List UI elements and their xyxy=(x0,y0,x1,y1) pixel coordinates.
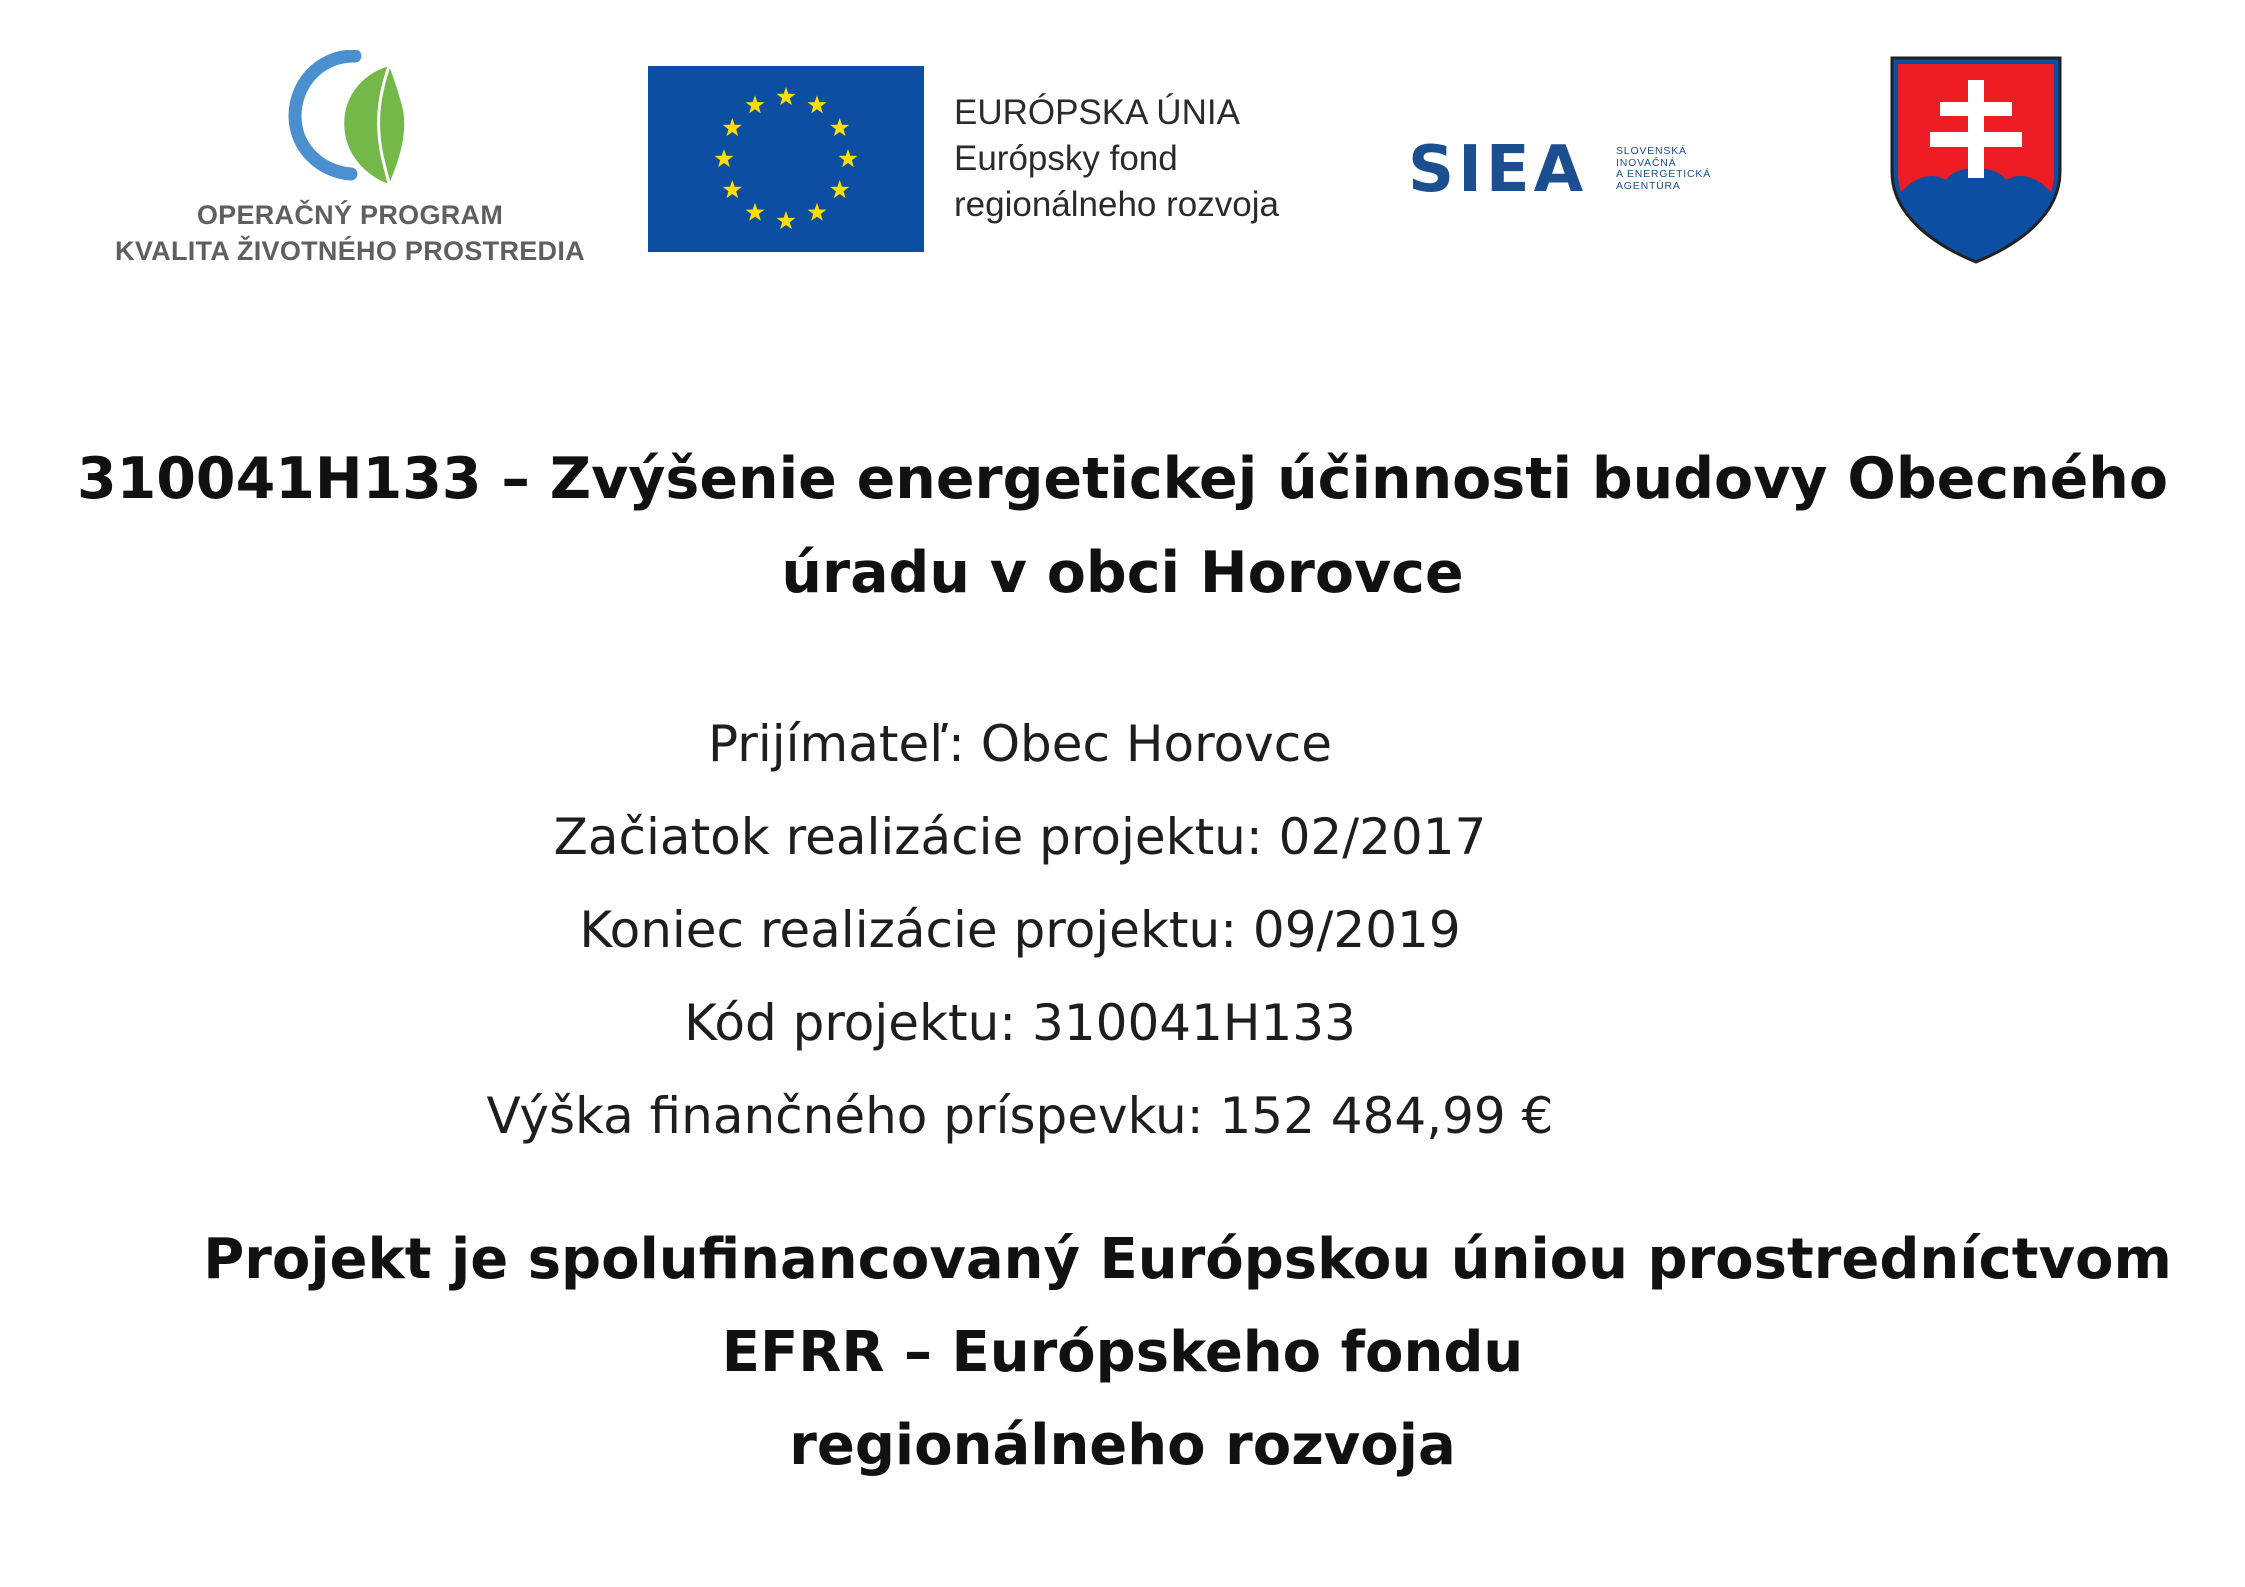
title-line1: 310041H133 – Zvýšenie energetickej účinnosti budovy Obecného xyxy=(76,446,2169,512)
eu-flag-icon xyxy=(648,66,924,252)
opkzp-logo xyxy=(95,50,605,280)
siea-sub4: AGENTÚRA xyxy=(1616,179,1681,192)
siea-wordmark: SIEA xyxy=(1408,133,1588,207)
project-title xyxy=(0,432,2245,620)
siea-sub1: SLOVENSKÁ xyxy=(1616,145,1687,157)
siea-logo xyxy=(1408,133,1738,207)
end-date-text: Koniec realizácie projektu: 09/2019 xyxy=(579,901,1461,959)
title-line2: úradu v obci Horovce xyxy=(781,540,1464,606)
eu-logo xyxy=(648,66,1328,254)
footer-line3: regionálneho rozvoja xyxy=(789,1413,1456,1478)
start-date-text: Začiatok realizácie projektu: 02/2017 xyxy=(553,808,1487,866)
siea-sub3: A ENERGETICKÁ xyxy=(1616,168,1712,180)
eu-text xyxy=(954,90,1279,228)
eu-line1: EURÓPSKA ÚNIA xyxy=(954,93,1240,132)
contribution-amount-text: Výška finančného príspevku: 152 484,99 € xyxy=(486,1087,1554,1145)
slovak-coat-of-arms-icon xyxy=(1888,54,2064,266)
siea-subtitle xyxy=(1616,146,1711,192)
recipient-text: Prijímateľ: Obec Horovce xyxy=(707,715,1333,773)
eu-line2: Európsky fond xyxy=(954,139,1178,178)
logo-row xyxy=(0,0,2245,300)
opkzp-leaf-icon xyxy=(285,50,415,190)
opkzp-line2: KVALITA ŽIVOTNÉHO PROSTREDIA xyxy=(115,236,585,266)
eu-line3: regionálneho rozvoja xyxy=(954,185,1279,224)
footer-line1: Projekt je spolufinancovaný Európskou úniou prostredníctvom xyxy=(203,1227,2172,1292)
siea-sub2: INOVAČNÁ xyxy=(1616,156,1677,169)
project-code-text: Kód projektu: 310041H133 xyxy=(684,994,1356,1052)
funding-statement xyxy=(0,1213,2245,1492)
project-details xyxy=(0,698,2040,1163)
opkzp-line1: OPERAČNÝ PROGRAM xyxy=(196,200,504,230)
footer-line2: EFRR – Európskeho fondu xyxy=(721,1320,1524,1385)
